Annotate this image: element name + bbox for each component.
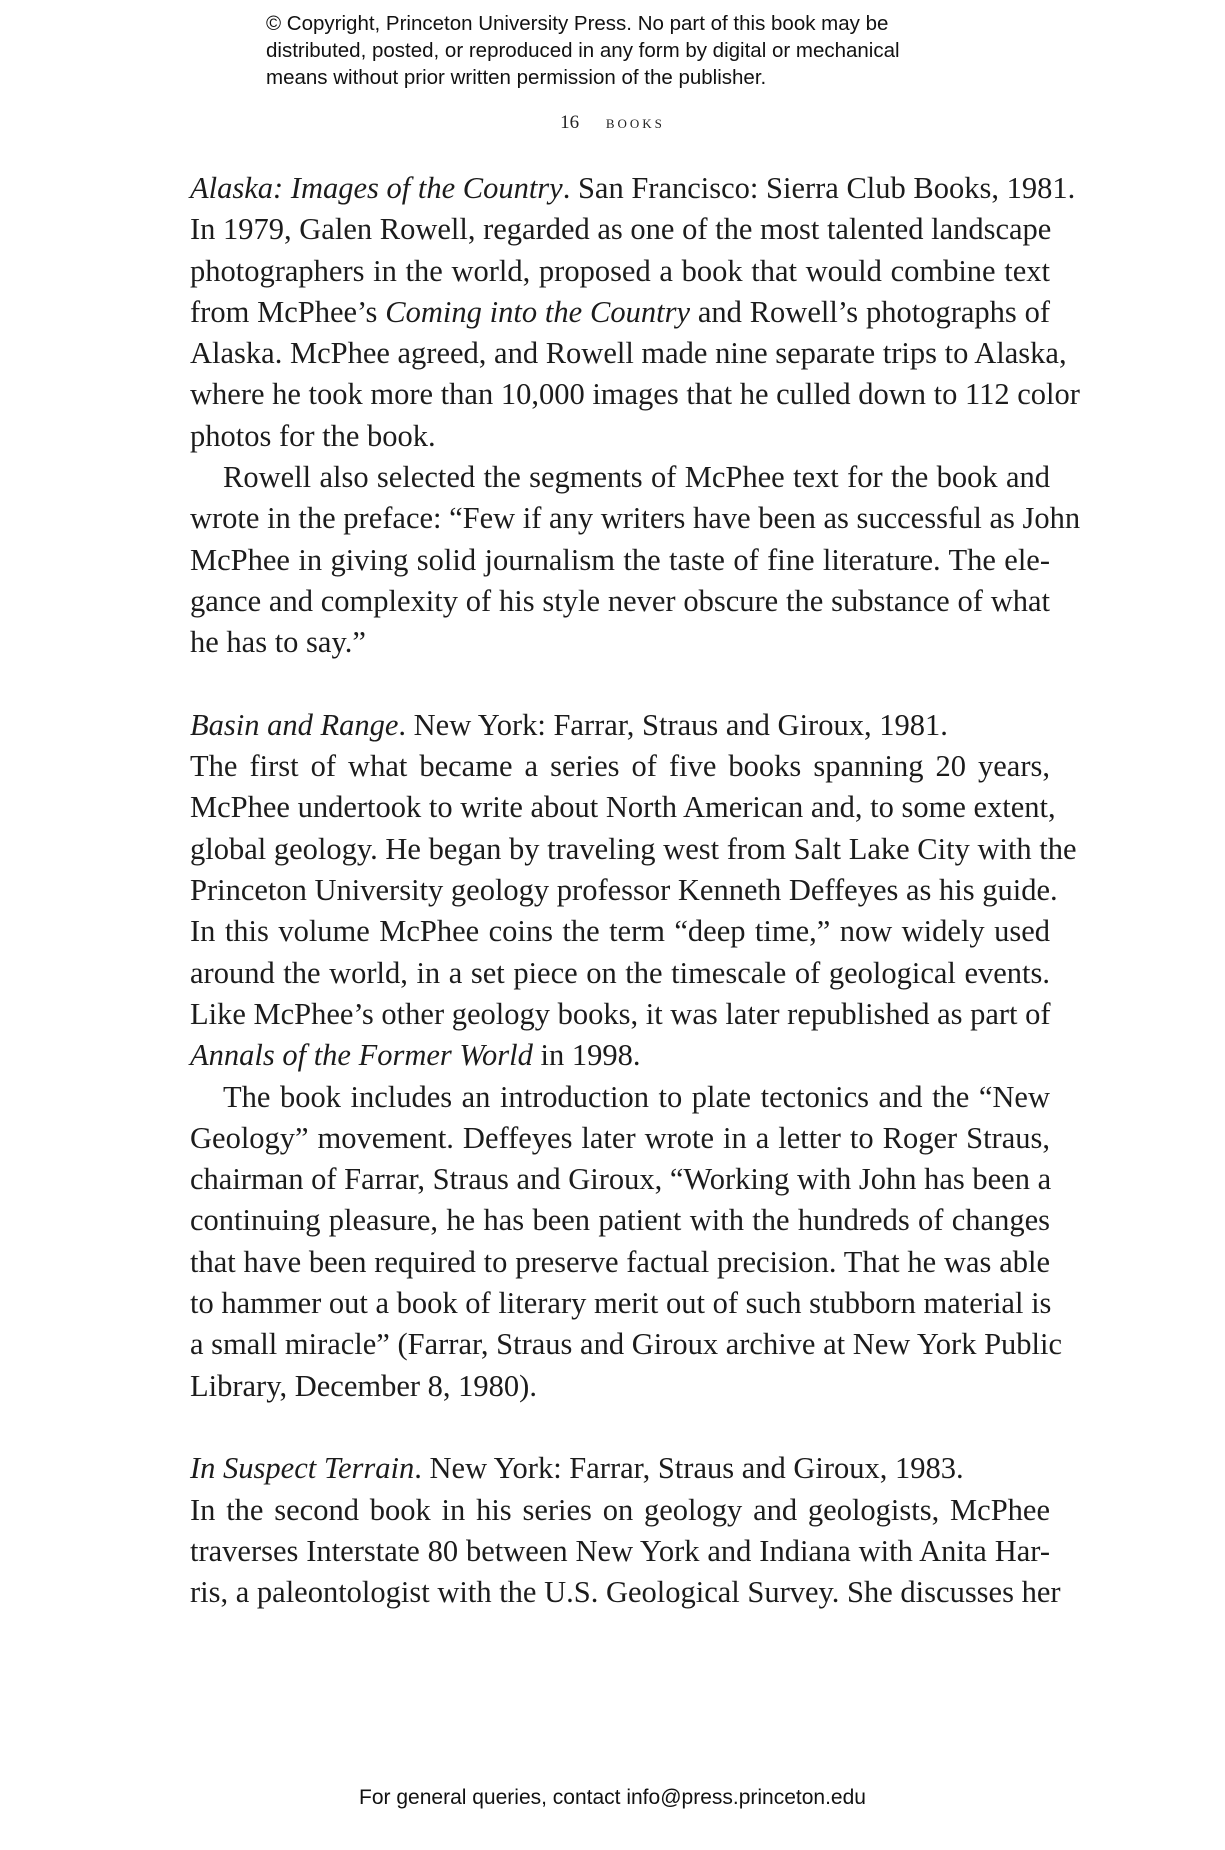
- copyright-line: © Copyright, Princeton University Press. No part of this book may be: [266, 12, 889, 35]
- text-line: ris, a paleontologist with the U.S. Geological Survey. She discusses her: [190, 1575, 1061, 1610]
- text-line: wrote in the preface: “Few if any writers have been as successful as John: [190, 501, 1081, 536]
- text-line: Princeton University geology professor Kenneth Deffeyes as his guide.: [190, 873, 1058, 908]
- book-title: Coming into the Country: [385, 294, 690, 329]
- text-line: The book includes an introduction to plate tectonics and the “New: [223, 1079, 1050, 1114]
- running-title: books: [605, 112, 665, 133]
- text-line: Like McPhee’s other geology books, it was later republished as part of: [190, 996, 1051, 1031]
- text-line: In the second book in his series on geology and geologists, McPhee: [190, 1492, 1050, 1527]
- text-line: chairman of Farrar, Straus and Giroux, “Working with John has been a: [190, 1162, 1052, 1197]
- text-line: Geology” movement. Deffeyes later wrote in a letter to Roger Straus,: [190, 1120, 1050, 1155]
- text-line: from McPhee’s Coming into the Country and Rowell’s photographs of: [190, 294, 1050, 329]
- running-head: [0, 112, 1225, 134]
- book-title: Basin and Range: [190, 707, 399, 742]
- text-line: gance and complexity of his style never obscure the substance of what: [190, 583, 1050, 618]
- copyright-line: means without prior written permission of the publisher.: [266, 66, 767, 89]
- copyright-notice: [266, 10, 1026, 91]
- text-line: The first of what became a series of five books spanning 20 years,: [190, 749, 1050, 784]
- text-line: traverses Interstate 80 between New York and Indiana with Anita Har-: [190, 1533, 1050, 1568]
- text-line: to hammer out a book of literary merit out of such stubborn material is: [190, 1286, 1052, 1321]
- publication-info: . New York: Farrar, Straus and Giroux, 1981.: [398, 707, 948, 742]
- book-entry-basin-and-range: [190, 705, 1077, 1407]
- body-text: [190, 168, 1081, 1613]
- book-entry-alaska: [190, 168, 1081, 664]
- text-line: where he took more than 10,000 images that he culled down to 112 color: [190, 377, 1080, 412]
- text-line: continuing pleasure, he has been patient with the hundreds of changes: [190, 1203, 1050, 1238]
- text-line: a small miracle” (Farrar, Straus and Giroux archive at New York Public: [190, 1327, 1063, 1362]
- text-line: McPhee undertook to write about North American and, to some extent,: [190, 790, 1056, 825]
- publication-info: . New York: Farrar, Straus and Giroux, 1983.: [414, 1451, 964, 1486]
- text-line: McPhee in giving solid journalism the taste of fine literature. The ele-: [190, 542, 1050, 577]
- text-line: that have been required to preserve factual precision. That he was able: [190, 1244, 1050, 1279]
- text-line: photographers in the world, proposed a book that would combine text: [190, 253, 1050, 288]
- entry-heading: [190, 1448, 1050, 1489]
- book-title: In Suspect Terrain: [190, 1451, 415, 1486]
- text-line: global geology. He began by traveling west from Salt Lake City with the: [190, 831, 1077, 866]
- text-line: Annals of the Former World in 1998.: [190, 1038, 641, 1073]
- book-title: Alaska: Images of the Country: [190, 171, 563, 205]
- text-line: Rowell also selected the segments of McPhee text for the book and: [223, 460, 1050, 495]
- text-line: he has to say.”: [190, 625, 366, 660]
- text-line: around the world, in a set piece on the timescale of geological events.: [190, 955, 1050, 990]
- text-line: In this volume McPhee coins the term “deep time,” now widely used: [190, 914, 1050, 949]
- text-line: photos for the book.: [190, 418, 436, 453]
- entry-heading: [190, 168, 1076, 209]
- book-title: Annals of the Former World: [190, 1038, 533, 1073]
- page-number: 16: [560, 112, 580, 133]
- text-line: In 1979, Galen Rowell, regarded as one of the most talented landscape: [190, 212, 1052, 247]
- copyright-line: distributed, posted, or reproduced in any form by digital or mechanical: [266, 39, 900, 62]
- text-line: Library, December 8, 1980).: [190, 1368, 537, 1403]
- entry-heading: [190, 705, 1050, 746]
- publication-info: . San Francisco: Sierra Club Books, 1981.: [562, 171, 1076, 205]
- footer-contact: For general queries, contact info@press.princeton.edu: [359, 1786, 866, 1809]
- book-entry-in-suspect-terrain: [190, 1448, 1061, 1613]
- text-line: Alaska. McPhee agreed, and Rowell made nine separate trips to Alaska,: [190, 336, 1067, 371]
